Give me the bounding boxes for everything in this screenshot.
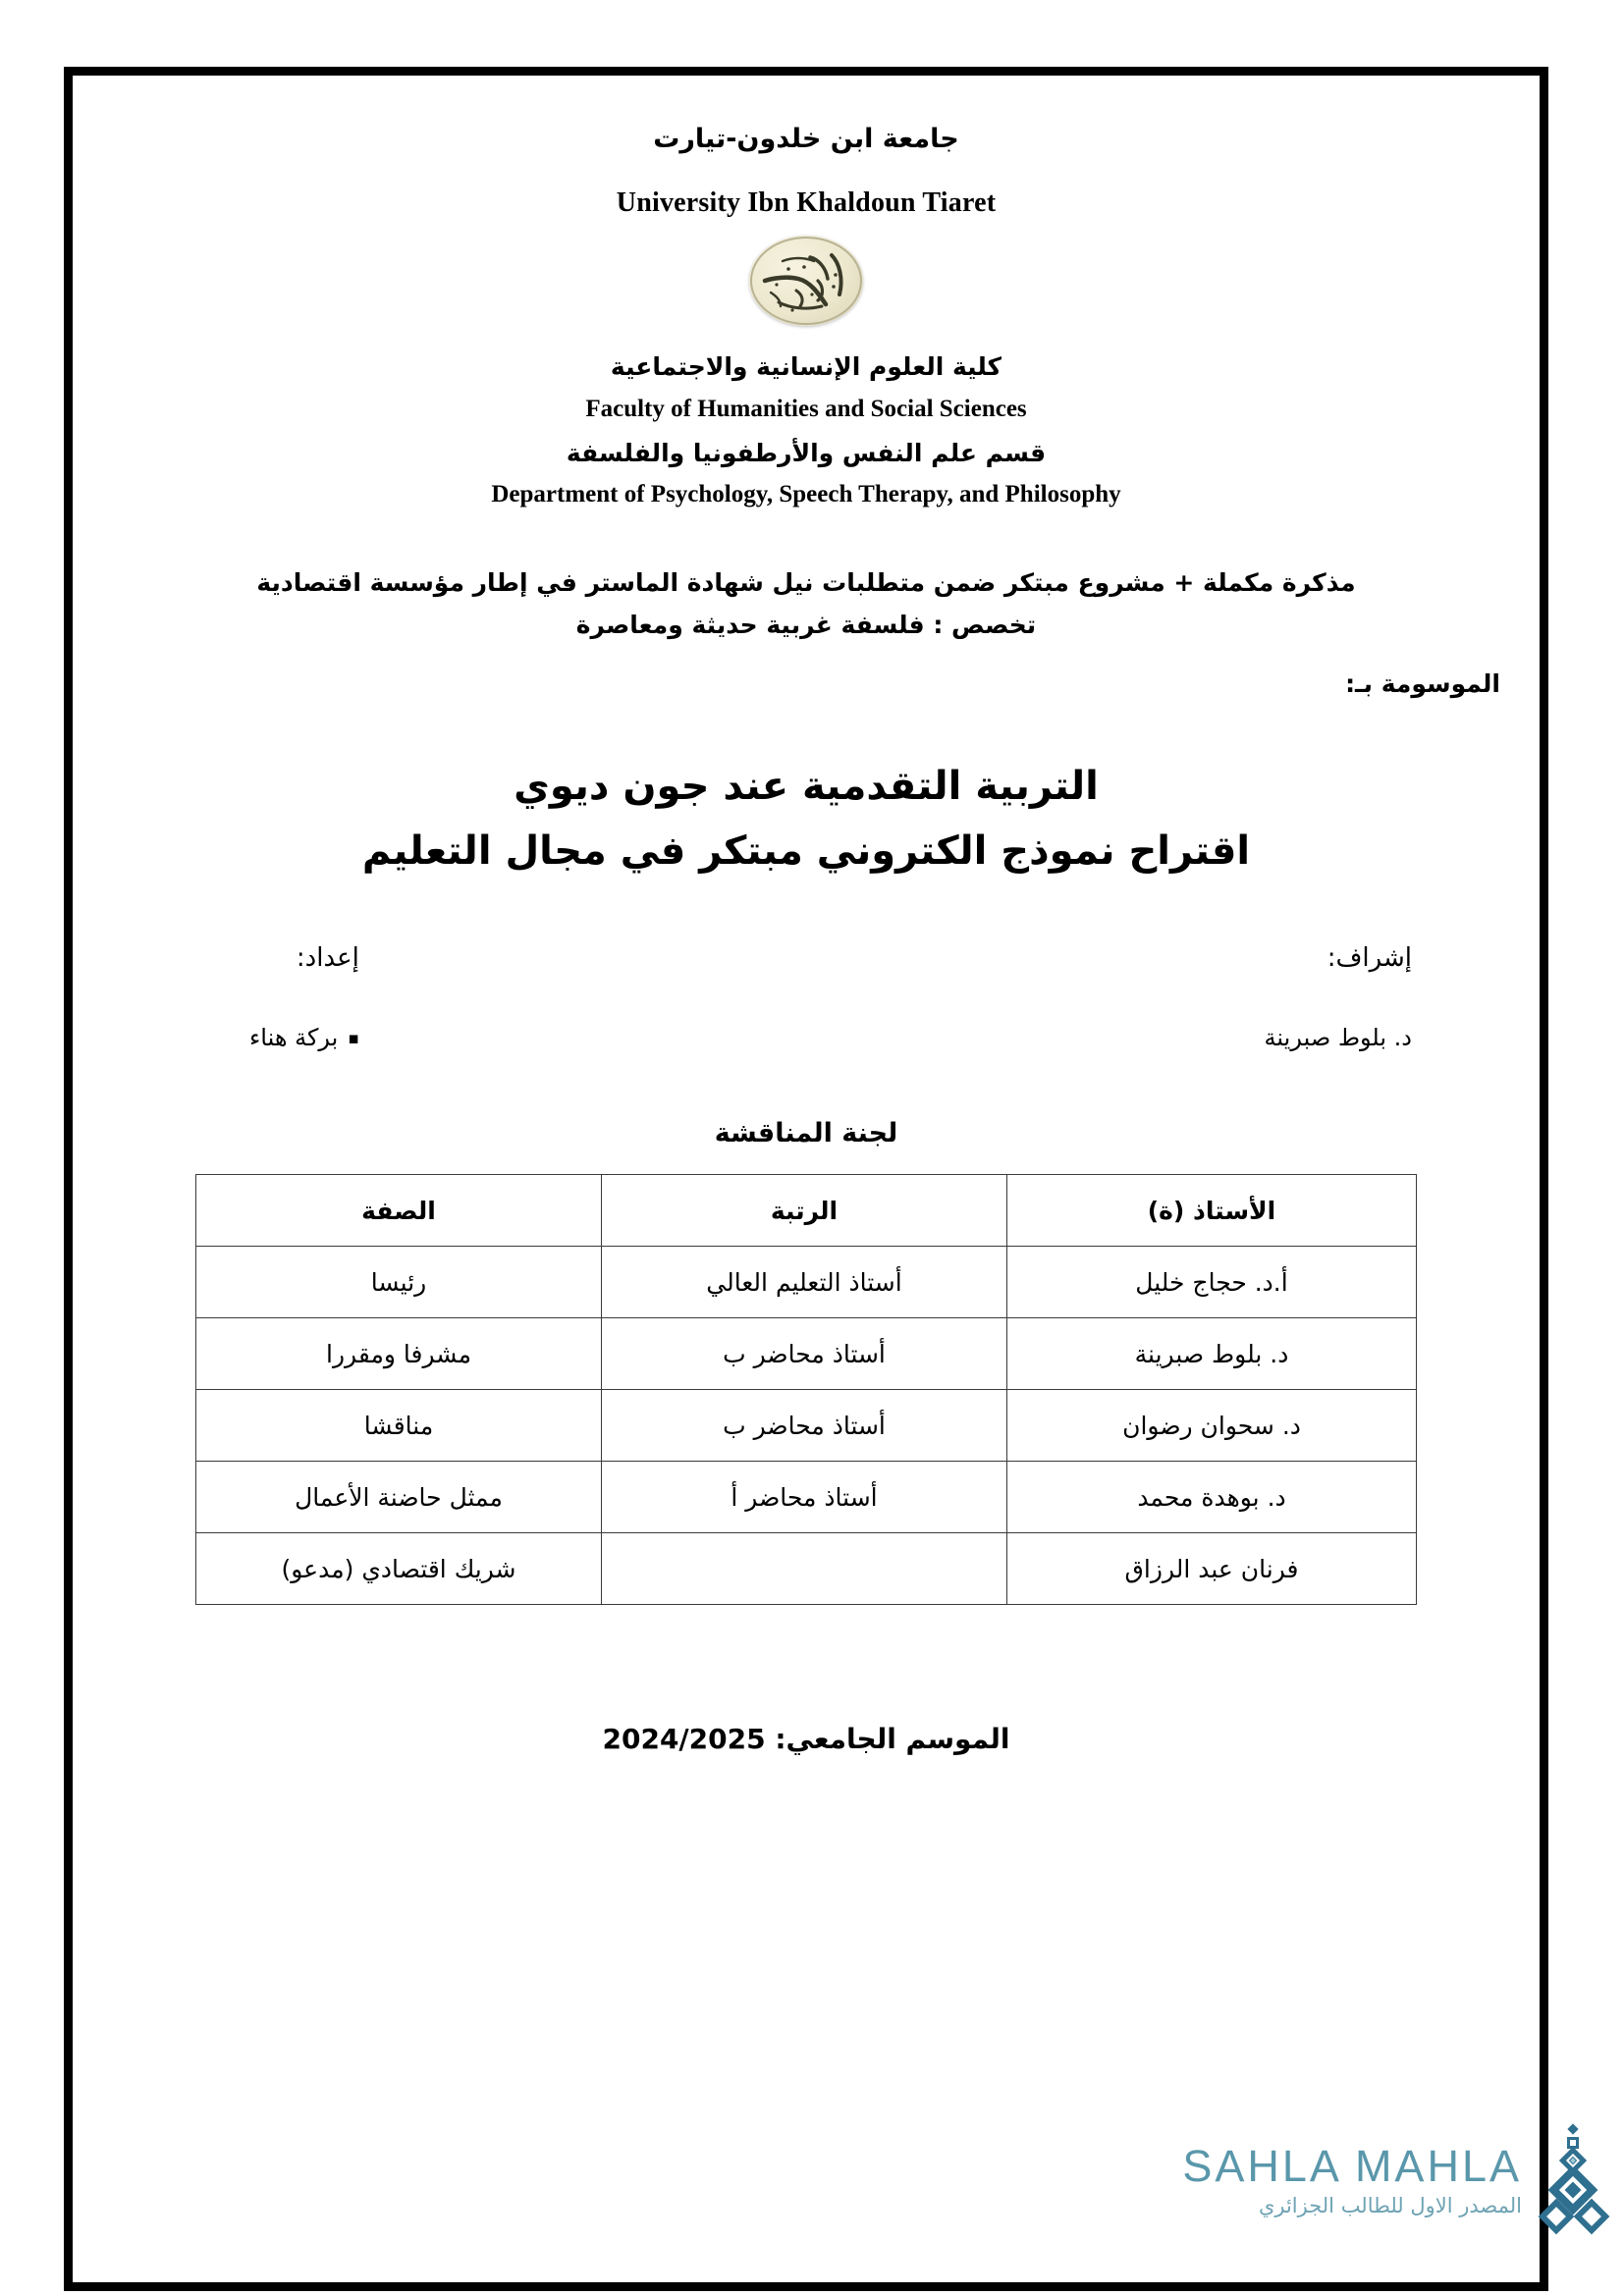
table-row <box>196 1462 1417 1533</box>
faculty-name-arabic: كلية العلوم الإنسانية والاجتماعية <box>610 351 1002 381</box>
faculty-name-english: Faculty of Humanities and Social Sciences <box>585 396 1027 422</box>
supervisor-name: د. بلوط صبرينة <box>1264 1024 1412 1052</box>
committee-table <box>195 1174 1417 1605</box>
university-name-arabic: جامعة ابن خلدون-تيارت <box>653 124 959 154</box>
cell-professor: د. بلوط صبرينة <box>1007 1318 1417 1390</box>
page-border-frame <box>64 67 1548 2291</box>
column-header-role: الصفة <box>196 1175 602 1247</box>
supervisor-label: إشراف: <box>1326 943 1412 974</box>
cell-rank <box>602 1533 1007 1605</box>
cell-professor: أ.د. حجاج خليل <box>1007 1247 1417 1318</box>
department-name-english: Department of Psychology, Speech Therapy, and Philosophy <box>491 480 1121 507</box>
watermark-brand: SAHLA MAHLA <box>1182 2140 1522 2191</box>
university-seal-icon <box>749 236 863 326</box>
academic-season: الموسم الجامعي: 2024/2025 <box>602 1723 1010 1756</box>
author-name: ▪ بركة هناء <box>249 1024 359 1051</box>
table-row <box>196 1533 1417 1605</box>
thesis-type-line-1: مذكرة مكملة + مشروع مبتكر ضمن متطلبات نيل شهادة الماستر في إطار مؤسسة اقتصادية <box>256 567 1356 597</box>
cell-role: رئيسا <box>196 1247 602 1318</box>
cell-rank: أستاذ محاضر ب <box>602 1390 1007 1462</box>
marked-by-label: الموسومة بـ: <box>1345 669 1500 699</box>
credits-block <box>112 943 1500 1051</box>
department-name-arabic: قسم علم النفس والأرطفونيا والفلسفة <box>566 439 1047 468</box>
cell-rank: أستاذ محاضر أ <box>602 1462 1007 1533</box>
cell-role: شريك اقتصادي (مدعو) <box>196 1533 602 1605</box>
author-label: إعداد: <box>296 943 359 974</box>
author-column <box>249 943 359 1051</box>
cell-professor: د. بوهدة محمد <box>1007 1462 1417 1533</box>
column-header-rank: الرتبة <box>602 1175 1007 1247</box>
cell-role: ممثل حاضنة الأعمال <box>196 1462 602 1533</box>
thesis-title-line-2: اقتراح نموذج الكتروني مبتكر في مجال التعليم <box>361 828 1251 875</box>
table-row <box>196 1390 1417 1462</box>
cell-rank: أستاذ التعليم العالي <box>602 1247 1007 1318</box>
supervisor-column <box>1265 943 1412 1051</box>
column-header-professor: الأستاذ (ة) <box>1007 1175 1417 1247</box>
cell-professor: فرنان عبد الرزاق <box>1007 1533 1417 1605</box>
cell-professor: د. سحوان رضوان <box>1007 1390 1417 1462</box>
university-logo-container <box>112 236 1500 326</box>
thesis-title-line-1: التربية التقدمية عند جون ديوي <box>514 764 1099 810</box>
table-row <box>196 1247 1417 1318</box>
thesis-specialization-line: تخصص : فلسفة غربية حديثة ومعاصرة <box>575 610 1037 639</box>
cell-role: مناقشا <box>196 1390 602 1462</box>
university-name-english: University Ibn Khaldoun Tiaret <box>616 187 997 218</box>
thesis-title <box>112 757 1500 881</box>
committee-header-row <box>196 1175 1417 1247</box>
cell-rank: أستاذ محاضر ب <box>602 1318 1007 1390</box>
table-row <box>196 1318 1417 1390</box>
committee-heading: لجنة المناقشة <box>714 1118 898 1149</box>
thesis-type-block <box>112 564 1500 645</box>
watermark-tagline: المصدر الاول للطالب الجزائري <box>1258 2193 1522 2217</box>
page-content <box>73 76 1540 2282</box>
cell-role: مشرفا ومقررا <box>196 1318 602 1390</box>
